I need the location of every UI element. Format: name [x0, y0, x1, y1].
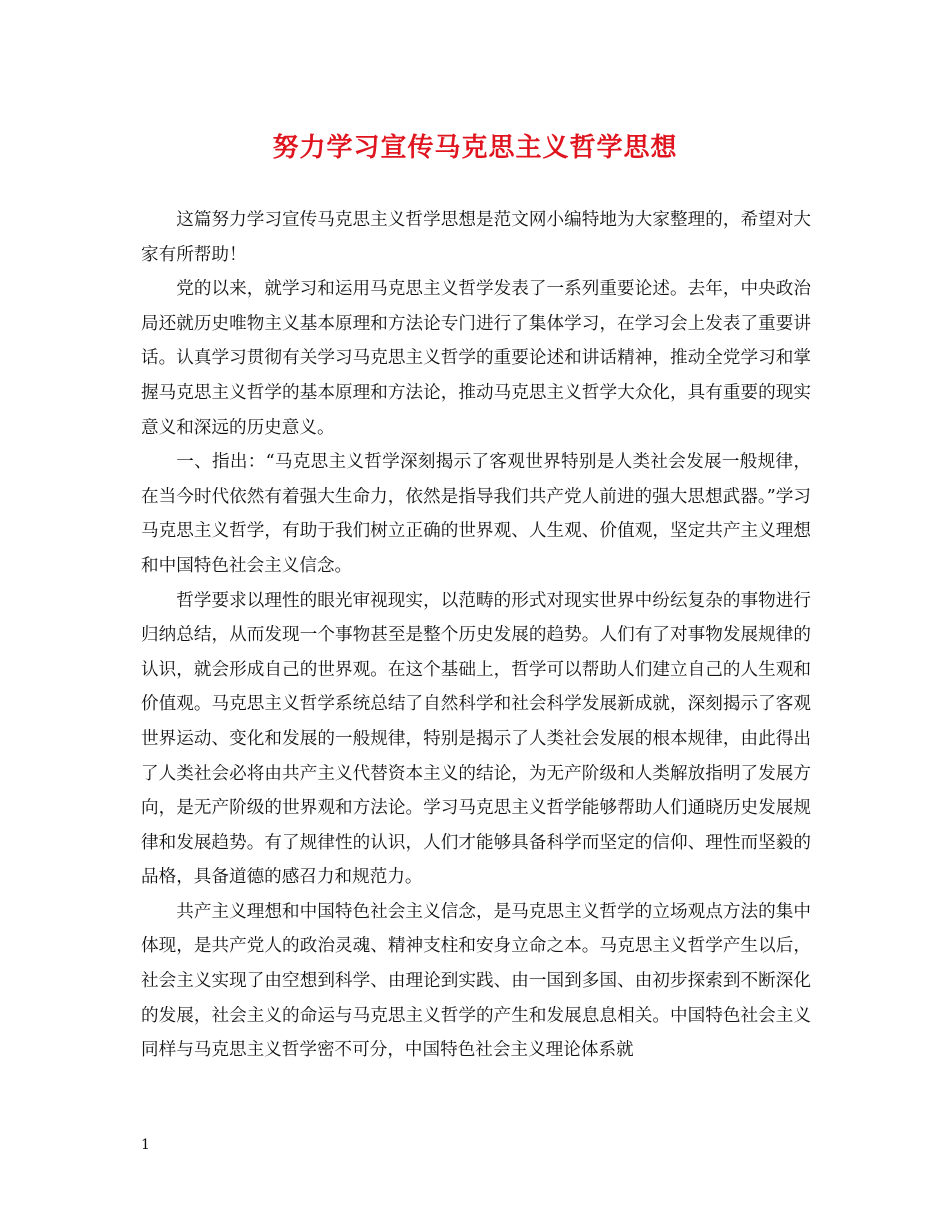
paragraph: 这篇努力学习宣传马克思主义哲学思想是范文网小编特地为大家整理的，希望对大家有所帮助！ [141, 210, 811, 265]
page-number: 1 [141, 1137, 150, 1153]
paragraph: 一、指出：“马克思主义哲学深刻揭示了客观世界特别是人类社会发展一般规律，在当今时代依然有着强大生命力，依然是指导我们共产党人前进的强大思想武器。”学习马克思主义哲学，有助于我们树立正确的世界观、人生观、价值观，坚定共产主义理想和中国特色社会主义信念。 [141, 452, 811, 576]
document-body [141, 203, 811, 1068]
paragraph: 哲学要求以理性的眼光审视现实，以范畴的形式对现实世界中纷纭复杂的事物进行归纳总结，从而发现一个事物甚至是整个历史发展的趋势。人们有了对事物发展规律的认识，就会形成自己的世界观。在这个基础上，哲学可以帮助人们建立自己的人生观和价值观。马克思主义哲学系统总结了自然科学和社会科学发展新成就，深刻揭示了客观世界运动、变化和发展的一般规律，特别是揭示了人类社会发展的根本规律，由此得出了人类社会必将由共产主义代替资本主义的结论，为无产阶级和人类解放指明了发展方向，是无产阶级的世界观和方法论。学习马克思主义哲学能够帮助人们通晓历史发展规律和发展趋势。有了规律性的认识，人们才能够具备科学而坚定的信仰、理性而坚毅的品格，具备道德的感召力和规范力。 [141, 590, 811, 888]
paragraph: 党的以来，就学习和运用马克思主义哲学发表了一系列重要论述。去年，中央政治局还就历史唯物主义基本原理和方法论专门进行了集体学习，在学习会上发表了重要讲话。认真学习贯彻有关学习马克思主义哲学的重要论述和讲话精神，推动全党学习和掌握马克思主义哲学的基本原理和方法论，推动马克思主义哲学大众化，具有重要的现实意义和深远的历史意义。 [141, 279, 811, 438]
paragraph: 共产主义理想和中国特色社会主义信念，是马克思主义哲学的立场观点方法的集中体现，是共产党人的政治灵魂、精神支柱和安身立命之本。马克思主义哲学产生以后，社会主义实现了由空想到科学、由理论到实践、由一国到多国、由初步探索到不断深化的发展，社会主义的命运与马克思主义哲学的产生和发展息息相关。中国特色社会主义同样与马克思主义哲学密不可分，中国特色社会主义理论体系就 [141, 901, 811, 1061]
document-title: 努力学习宣传马克思主义哲学思想 [272, 133, 678, 163]
